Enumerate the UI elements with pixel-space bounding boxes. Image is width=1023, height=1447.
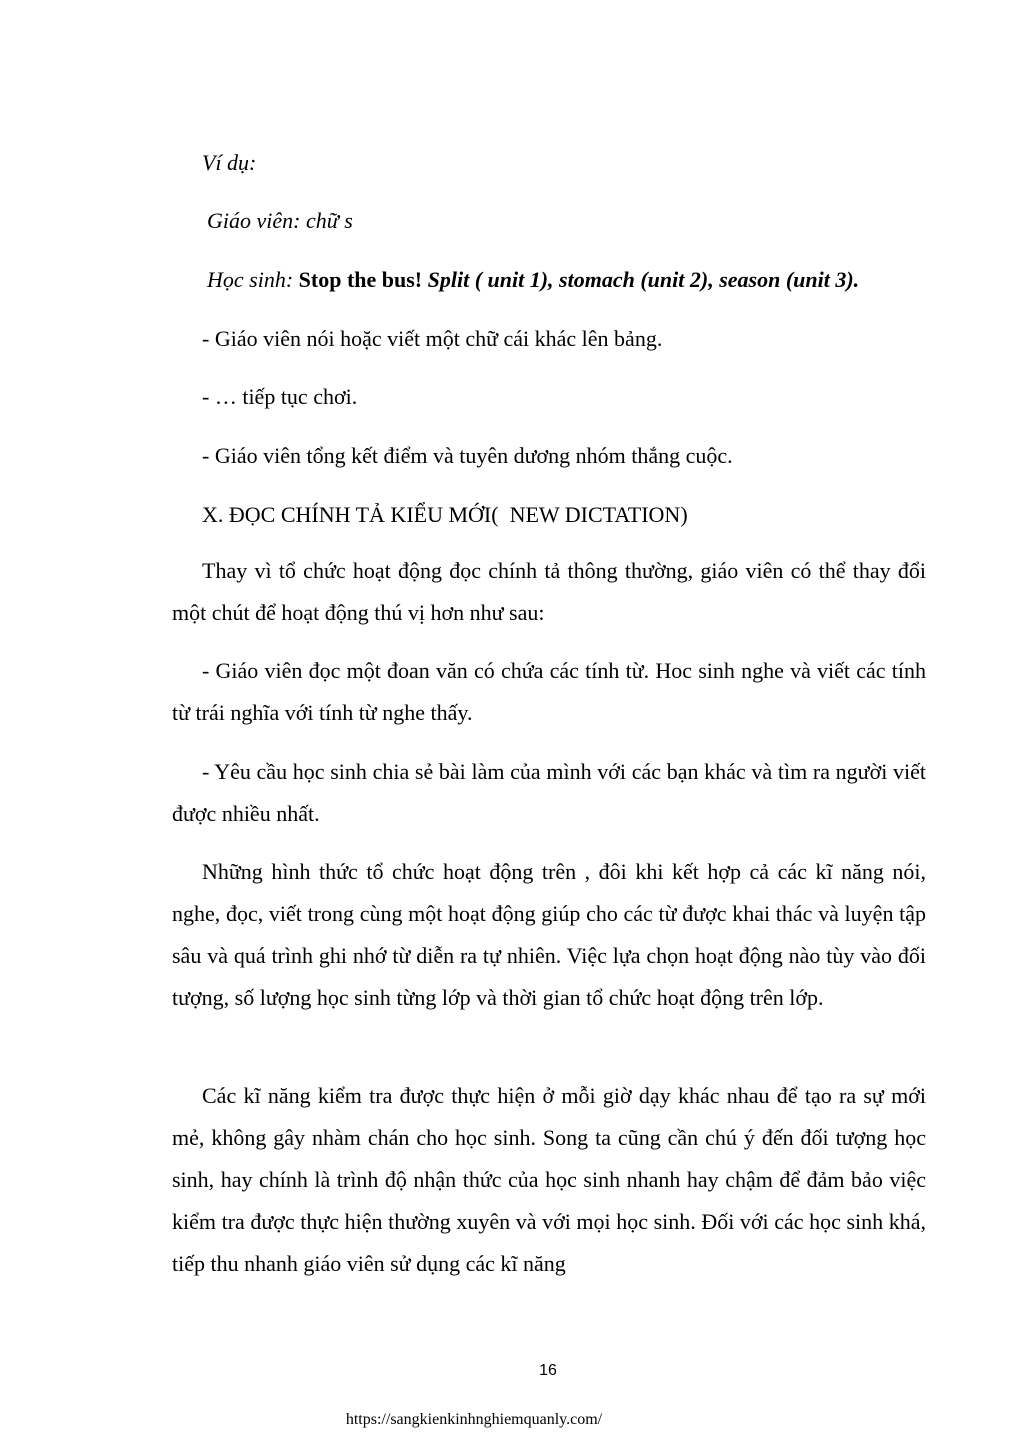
paragraph-closing: Các kĩ năng kiểm tra được thực hiện ở mỗi giờ dạy khác nhau để tạo ra sự mới mẻ, không gây nhàm chán cho học sinh. Song ta cũng cần chú ý đến đối tượng học sinh, hay chính là trình độ nhận thức của học sinh nhanh hay chậm để đảm bảo việc kiểm tra được thực hiện thường xuyên và với mọi học sinh. Đối với các học sinh khá, tiếp thu nhanh giáo viên sử dụng các kĩ năng bbox=[172, 1083, 926, 1276]
student-label: Học sinh: bbox=[207, 267, 294, 292]
paragraph-intro: Thay vì tổ chức hoạt động đọc chính tả thông thường, giáo viên có thể thay đổi một chút để hoạt động thú vị hơn như sau: bbox=[172, 558, 926, 625]
example-teacher-line: Giáo viên: chữ s bbox=[207, 208, 353, 233]
paragraph-step-1: - Giáo viên đọc một đoan văn có chứa các tính từ. Hoc sinh nghe và viết các tính từ trái nghĩa với tính từ nghe thấy. bbox=[172, 658, 926, 725]
bullet-item: - … tiếp tục chơi. bbox=[202, 384, 358, 409]
paragraph-step-2: - Yêu cầu học sinh chia sẻ bài làm của mình với các bạn khác và tìm ra người viết được nhiều nhất. bbox=[172, 759, 926, 826]
footer-url: https://sangkienkinhnghiemquanly.com/ bbox=[345, 1411, 603, 1428]
student-answer-words: Split ( unit 1), stomach (unit 2), season (unit 3). bbox=[427, 267, 860, 292]
student-answer-bold: Stop the bus! bbox=[298, 267, 423, 292]
bullet-item: - Giáo viên nói hoặc viết một chữ cái khác lên bảng. bbox=[202, 326, 663, 351]
section-heading: X. ĐỌC CHÍNH TẢ KIỂU MỚI( NEW DICTATION) bbox=[202, 502, 688, 527]
paragraph-summary: Những hình thức tổ chức hoạt động trên , đôi khi kết hợp cả các kĩ năng nói, nghe, đọc, viết trong cùng một hoạt động giúp cho các từ được khai thác và luyện tập sâu và quá trình ghi nhớ từ diễn ra tự nhiên. Việc lựa chọn hoạt động nào tùy vào đối tượng, số lượng học sinh từng lớp và thời gian tổ chức hoạt động trên lớp. bbox=[172, 859, 926, 1010]
page-number: 16 bbox=[539, 1362, 557, 1379]
example-label: Ví dụ: bbox=[202, 150, 257, 175]
example-student-line bbox=[207, 267, 859, 293]
bullet-item: - Giáo viên tổng kết điểm và tuyên dương nhóm thắng cuộc. bbox=[202, 443, 733, 468]
